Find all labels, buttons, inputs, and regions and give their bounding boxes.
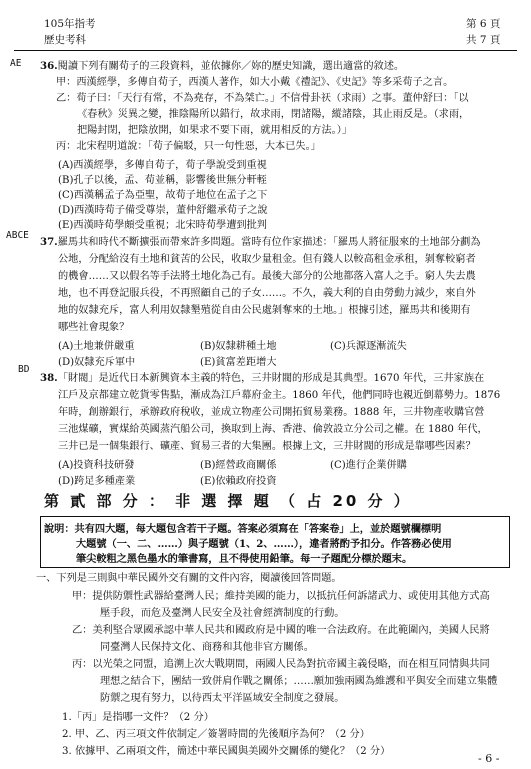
question-line: 江戶及京都建立乾貨零售點，漸成為江戶幕府金主。1860 年代，他們同時也親近倒幕勢力。1876: [58, 390, 501, 401]
question-line: 公地，分配給沒有土地和貧苦的公民，收取少量租金。但有錢人以較高租金承租，剝奪較窮者: [58, 254, 476, 265]
option-e: (E)貧富差距增大: [200, 357, 277, 368]
document-line: 甲：提供防禦性武器給臺灣人民；維持美國的能力，以抵抗任何訴諸武力、或使用其他方式高: [72, 591, 490, 602]
handwritten-answer: AE: [10, 58, 22, 69]
subquestion: 3. 依據甲、乙兩項文件，簡述中華民國與美國外交關係的變化？（2 分）: [62, 746, 391, 757]
source-line: 乙：荀子曰：「天行有常，不為堯存，不為桀亡。」不信骨卦祆（求雨）之事。董仲舒曰：「以: [56, 93, 469, 104]
subject-name: 歷史考科: [44, 34, 86, 46]
question-number: 37.: [40, 236, 58, 248]
document-line: 丙：以光榮之同盟，追溯上次大戰期間，兩國人民為對抗帝國主義侵略，而在相互同情與共同: [72, 659, 490, 670]
question-line: 羅馬共和時代不斷擴張而帶來許多問題。當時有位作家描述：「羅馬人將征服來的土地部分劃為: [57, 237, 481, 248]
section-title: 第 貳 部 分 ： 非 選 擇 題 （ 占 20 分 ）: [44, 492, 412, 510]
subquestion: 1.「丙」是指哪一文件？（2 分）: [62, 712, 214, 723]
question-line: 三池煤礦，實煤給英國蒸汽船公司，換取到上海、香港、倫敦設立分公司之權。在 1880 年代，: [58, 424, 488, 435]
document-line: 理想之結合下，團結一致併肩作戰之關係；……願加強兩國為維護和平與安全而建立集體: [100, 676, 498, 687]
page-label: 第 6 頁: [466, 18, 501, 30]
option-d: (D)奴隸充斥軍中: [58, 357, 136, 368]
source-line: 《春秋》災異之變，推陰陽所以錯行，故求雨，閉諸陽，縱諸陰，其止雨反是。（求雨，: [77, 109, 470, 120]
document-line: 壓手段，而危及臺灣人民安全及社會經濟制度的行動。: [100, 608, 345, 619]
option-a: (A)西漢經學，多傳自荀子，荀子學說受到重視: [58, 160, 267, 171]
option-c: (C)兵源逐漸流失: [330, 341, 407, 352]
option-d: (D)跨足多種產業: [58, 476, 136, 487]
question-line: 哪些社會現象？: [58, 322, 130, 333]
instructions-line: 筆尖較粗之黑色墨水的筆書寫，且不得使用鉛筆。每一子題配分標於題末。: [76, 553, 413, 565]
question-line: 地，也不再登記服兵役，不再照顧自己的子女……。不久，義大利的自由勞動力減少，來自外: [58, 288, 476, 299]
question-number: 38.: [40, 372, 58, 384]
option-c: (C)西漢稱孟子為亞聖，故荀子地位在孟子之下: [58, 190, 268, 201]
total-pages-label: 共 7 頁: [466, 34, 501, 46]
page-number: - 6 -: [478, 752, 500, 765]
source-line: 丙：北宋程明道說：「荀子偏駁，只一句性惡，大本已失。」: [56, 141, 321, 152]
instructions-line: 說明：共有四大題，每大題包含若干子題。答案必須寫在「答案卷」上，並於題號欄標明: [44, 523, 442, 535]
option-b: (B)奴隸耕種土地: [200, 341, 277, 352]
instructions-line: 大題號（一、二、……）與子題號（1、2、……），違者將酌予扣分。作答務必使用: [76, 538, 452, 550]
option-a: (A)投資科技研發: [58, 460, 135, 471]
handwritten-answer: BD: [18, 364, 30, 375]
question-38: [40, 372, 484, 385]
question-36: [40, 60, 404, 73]
question-number: 36.: [40, 60, 58, 72]
option-b: (B)孔子以後，孟、荀並稱，影響後世無分軒輊: [58, 175, 267, 186]
question-line: 年時，創辦銀行，承辦政府稅收，並成立物產公司開拓貿易業務。1888 年，三井物產收購官營: [58, 407, 485, 418]
document-line: 防禦之現有努力，以待西太平洋區域安全制度之發展。: [100, 693, 345, 704]
option-e: (E)西漢時荀學頗受重視；北宋時荀學遭到批判: [58, 220, 267, 231]
exam-name: 105年指考: [44, 18, 96, 30]
document-line: 同臺灣人民保持文化、商務和其他非官方關係。: [100, 642, 314, 653]
option-b: (B)經營政商關係: [200, 460, 277, 471]
handwritten-answer: ABCE: [6, 230, 29, 241]
source-line: 甲：西漢經學，多傳自荀子，西漢人著作，如大小戴《禮記》、《史記》等多采荀子之言。: [56, 77, 454, 88]
question-1-stem: 一、下列是三則與中華民國外交有關的文件內容，閱讀後回答問題。: [36, 573, 342, 584]
option-a: (A)土地兼併嚴重: [58, 341, 135, 352]
option-d: (D)西漢時荀子備受尊崇，董仲舒繼承荀子之說: [58, 205, 268, 216]
question-line: 地的奴隸充斥，富人利用奴隸墾殖從自由公民處剝奪來的土地。」根據引述，羅馬共和後期有: [58, 305, 471, 316]
option-c: (C)進行企業併購: [330, 460, 407, 471]
source-line: 把陽封閉，把陰放開，如果求不要下雨，就用相反的方法。）」: [77, 125, 353, 136]
header-rule: [14, 50, 517, 51]
document-line: 乙：美利堅合眾國承認中華人民共和國政府是中國的唯一合法政府。在此範圍內，美國人民將: [72, 625, 490, 636]
question-line: 「財閥」是近代日本新興資本主義的特色，三井財閥的形成是其典型。1670 年代，三井家族在: [57, 373, 485, 384]
option-e: (E)依賴政府投資: [200, 476, 277, 487]
question-stem: 閱讀下列有關荀子的三段資料，並依據你／妳的歷史知識，選出適當的敘述。: [57, 61, 405, 72]
question-line: 三井已是一個集銀行、礦產、貿易三者的大集團。根據上文，三井財閥的形成是靠哪些因素？: [58, 441, 476, 452]
question-line: 的機會……又以假名等手法將土地化為己有。最後大部分的公地都落入富人之手。窮人失去農: [58, 271, 476, 282]
subquestion: 2. 甲、乙、丙三項文件依制定／簽署時間的先後順序為何？（2 分）: [62, 729, 370, 740]
question-37: [40, 236, 481, 249]
